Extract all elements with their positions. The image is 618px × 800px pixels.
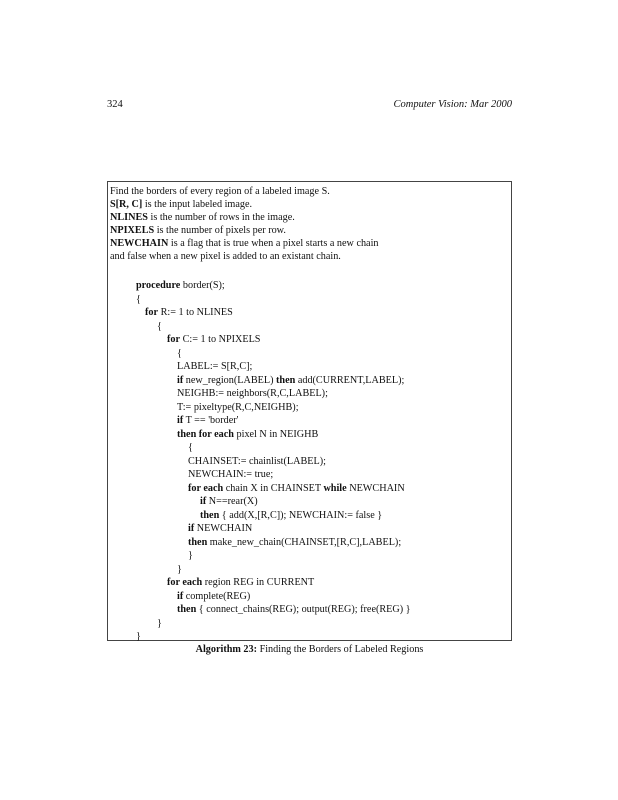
code-line bbox=[136, 630, 141, 644]
code-text: } bbox=[136, 631, 141, 642]
caption-label: Algorithm 23: bbox=[195, 644, 258, 655]
code-line bbox=[188, 455, 326, 469]
code-line bbox=[167, 576, 314, 590]
code-line bbox=[188, 468, 273, 482]
code-text: border(S); bbox=[180, 280, 225, 291]
code-keyword: then bbox=[177, 604, 197, 615]
code-text: LABEL:= S[R,C]; bbox=[177, 361, 253, 372]
code-text: chain X in CHAINSET bbox=[223, 482, 324, 494]
code-keyword: if bbox=[200, 496, 207, 507]
code-line bbox=[188, 441, 193, 455]
code-keyword: if bbox=[177, 415, 184, 426]
code-keyword: then bbox=[200, 509, 220, 521]
description-text: is the number of pixels per row. bbox=[154, 225, 286, 236]
code-text: { bbox=[188, 442, 193, 453]
code-line bbox=[177, 590, 250, 604]
code-line bbox=[200, 495, 258, 509]
description-line bbox=[110, 250, 379, 263]
code-line bbox=[177, 401, 299, 415]
code-line bbox=[157, 320, 162, 334]
code-keyword: for bbox=[145, 307, 159, 318]
algorithm-description bbox=[110, 185, 379, 263]
code-line bbox=[188, 522, 252, 536]
page-number: 324 bbox=[107, 99, 123, 110]
code-line bbox=[157, 617, 162, 631]
code-keyword: for each bbox=[167, 577, 203, 588]
code-text: complete(REG) bbox=[183, 590, 251, 602]
description-text: and false when a new pixel is added to an existant chain. bbox=[110, 251, 341, 262]
description-line bbox=[110, 185, 379, 198]
code-text: { add(X,[R,C]); NEWCHAIN:= false } bbox=[219, 509, 383, 521]
code-text: NEIGHB:= neighbors(R,C,LABEL); bbox=[177, 388, 328, 399]
description-text: is a flag that is true when a pixel starts a new chain bbox=[168, 238, 379, 249]
code-line bbox=[177, 603, 411, 617]
code-keyword: if bbox=[188, 523, 195, 534]
code-line bbox=[188, 482, 405, 496]
code-line bbox=[177, 387, 328, 401]
code-line bbox=[177, 360, 252, 374]
description-line bbox=[110, 211, 379, 224]
code-keyword: for each bbox=[188, 482, 224, 494]
code-text: { connect_chains(REG); output(REG); free(REG) } bbox=[196, 604, 411, 615]
algorithm-caption bbox=[107, 644, 512, 655]
description-term: NLINES bbox=[110, 212, 148, 223]
code-text: { bbox=[136, 293, 141, 305]
description-term: NPIXELS bbox=[110, 225, 155, 236]
code-line bbox=[188, 536, 401, 550]
algorithm-box bbox=[107, 181, 512, 641]
caption-text: Finding the Borders of Labeled Regions bbox=[257, 644, 424, 655]
code-line bbox=[177, 374, 404, 388]
code-keyword: then bbox=[188, 536, 208, 548]
code-keyword: if bbox=[177, 590, 184, 602]
code-text: T:= pixeltype(R,C,NEIGHB); bbox=[177, 401, 299, 413]
code-text: C:= 1 to NPIXELS bbox=[180, 334, 261, 345]
code-line bbox=[177, 414, 238, 428]
code-line bbox=[200, 509, 382, 523]
code-text: make_new_chain(CHAINSET,[R,C],LABEL); bbox=[207, 536, 402, 548]
code-line bbox=[188, 549, 193, 563]
code-text: NEWCHAIN bbox=[346, 482, 405, 494]
code-text: add(CURRENT,LABEL); bbox=[295, 374, 405, 386]
code-keyword: then for each bbox=[177, 428, 234, 440]
code-text: T == 'border' bbox=[183, 415, 239, 426]
code-line bbox=[167, 333, 260, 347]
description-term: S[R, C] bbox=[110, 199, 143, 210]
description-line bbox=[110, 237, 379, 250]
code-text: } bbox=[157, 617, 162, 629]
code-text: R:= 1 to NLINES bbox=[158, 307, 233, 318]
code-line bbox=[145, 306, 233, 320]
running-title: Computer Vision: Mar 2000 bbox=[393, 99, 512, 110]
code-text: { bbox=[177, 347, 182, 359]
code-line bbox=[177, 347, 182, 361]
code-text: { bbox=[157, 320, 162, 332]
code-keyword: if bbox=[177, 374, 184, 386]
code-keyword: while bbox=[323, 482, 347, 494]
description-term: NEWCHAIN bbox=[110, 238, 169, 249]
code-line bbox=[136, 293, 141, 307]
code-text: new_region(LABEL) bbox=[183, 374, 277, 386]
code-text: } bbox=[188, 550, 193, 561]
code-keyword: then bbox=[276, 374, 296, 386]
code-text: region REG in CURRENT bbox=[202, 577, 315, 588]
description-line bbox=[110, 198, 379, 211]
code-text: pixel N in NEIGHB bbox=[233, 428, 319, 440]
code-line bbox=[136, 279, 225, 293]
description-text: is the number of rows in the image. bbox=[147, 212, 295, 223]
code-text: NEWCHAIN bbox=[194, 523, 253, 534]
code-keyword: procedure bbox=[136, 280, 181, 291]
description-text: is the input labeled image. bbox=[142, 199, 253, 210]
code-line bbox=[177, 563, 182, 577]
description-text: Find the borders of every region of a labeled image S. bbox=[110, 186, 330, 197]
description-line bbox=[110, 224, 379, 237]
code-text: } bbox=[177, 563, 182, 575]
page-header bbox=[107, 99, 512, 113]
code-text: CHAINSET:= chainlist(LABEL); bbox=[188, 455, 326, 467]
code-line bbox=[177, 428, 318, 442]
code-text: N==rear(X) bbox=[206, 496, 258, 507]
code-text: NEWCHAIN:= true; bbox=[188, 469, 274, 480]
code-keyword: for bbox=[167, 334, 181, 345]
